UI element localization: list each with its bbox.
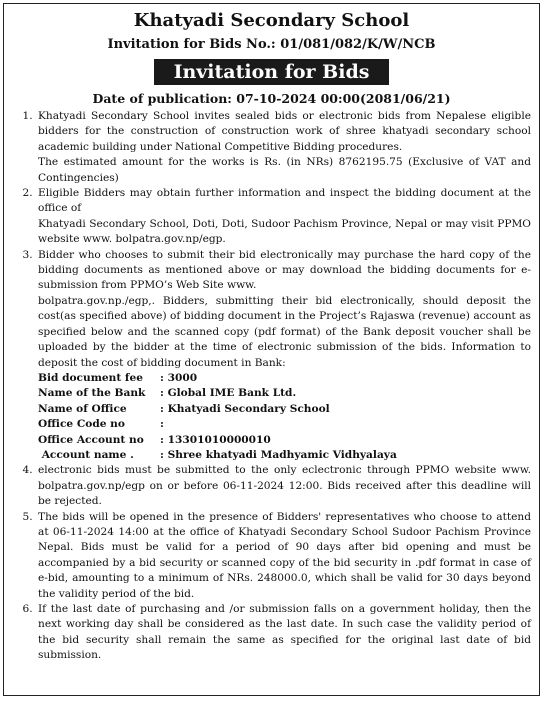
list-item — [36, 109, 531, 186]
paragraph: 4. electronic bids must be submitted to the only eclectronic through PPMO website www. bolpatra.gov.np/egp on or before 06-11-2024 12:00. Bids received after this deadline will be rejected. — [38, 464, 531, 508]
field-label: Office Code no — [38, 418, 125, 431]
ifb-number: Invitation for Bids No.: 01/081/082/K/W/NCB — [107, 37, 436, 52]
notice-items — [4, 109, 539, 664]
paragraph: 6. If the last date of purchasing and /or submission falls on a government holiday, then the next working day shall be considered as the last date. In such case the validity period of the bid security shall remain the same as specified for the original last date of bid submission. — [38, 603, 531, 662]
field-label: Name of Office — [38, 402, 127, 415]
list-item — [36, 248, 531, 464]
table-row — [38, 371, 397, 386]
field-value: : — [160, 418, 164, 431]
paragraph: 5. The bids will be opened in the presence of Bidders' representatives who choose to attend at 06-11-2024 14:00 at the office of Khatyadi Secondary School Sudoor Pachism Province Nepal. Bids must be valid for a period of 90 days after bid opening and must be accompanied by a bid security or scanned copy of the bid security in .pdf format in case of e-bid, amounting to a minimum of NRs. 248000.0, which shall be valid for 30 days beyond the validity period of the bid. — [38, 510, 531, 600]
banner-wrap — [4, 59, 539, 85]
paragraph: bolpatra.gov.np./egp,. Bidders, submitting their bid electronically, should deposit the cost(as specified above) of bidding document in the Project’s Rajaswa (revenue) account as specified below and the scanned copy (pdf format) of the Bank deposit voucher shall be uploaded by the bidder at the time of electronic submission of the bids. Information to deposit the cost of bidding document in Bank: — [38, 294, 531, 369]
school-name: Khatyadi Secondary School — [133, 10, 410, 31]
paragraph: 1. Khatyadi Secondary School invites sealed bids or electronic bids from Nepalese eligible bidders for the construction of construction work of shree khatyadi secondary school academic building under National Competitive Bidding procedures. — [38, 110, 531, 153]
field-label: Name of the Bank — [38, 387, 146, 400]
table-row — [38, 433, 397, 448]
field-label: Account name . — [38, 448, 134, 461]
field-value: : Shree khatyadi Madhyamic Vidhyalaya — [160, 448, 397, 461]
field-label: Bid document fee — [38, 371, 143, 384]
list-item — [36, 186, 531, 248]
list-item — [36, 463, 531, 509]
publication-date: Date of publication: 07-10-2024 00:00(2081/06/21) — [92, 91, 451, 106]
paragraph: 3. Bidder who chooses to submit their bid electronically may purchase the hard copy of the bidding documents as mentioned above or may download the bidding documents for e-submission from PPMO’s Web Site www. — [38, 248, 531, 292]
field-value: : 13301010000010 — [160, 433, 271, 446]
bank-info-table — [38, 371, 397, 463]
list-item — [36, 510, 531, 602]
field-value: : 3000 — [160, 371, 198, 384]
table-row — [38, 417, 397, 432]
paragraph: Khatyadi Secondary School, Doti, Doti, Sudoor Pachism Province, Nepal or may visit PPMO website www. bolpatra.gov.np/egp. — [38, 217, 531, 246]
table-row — [38, 402, 397, 417]
banner-title: Invitation for Bids — [154, 59, 390, 85]
paragraph: 2. Eligible Bidders may obtain further information and inspect the bidding document at the office of — [38, 187, 531, 215]
table-row — [38, 386, 397, 401]
table-row — [38, 448, 397, 463]
field-value: : Khatyadi Secondary School — [160, 402, 330, 415]
paragraph: The estimated amount for the works is Rs. (in NRs) 8762195.75 (Exclusive of VAT and Contingencies) — [38, 156, 531, 184]
bid-notice — [3, 3, 540, 696]
field-label: Office Account no — [38, 433, 144, 446]
list-item — [36, 602, 531, 664]
field-value: : Global IME Bank Ltd. — [160, 387, 297, 400]
